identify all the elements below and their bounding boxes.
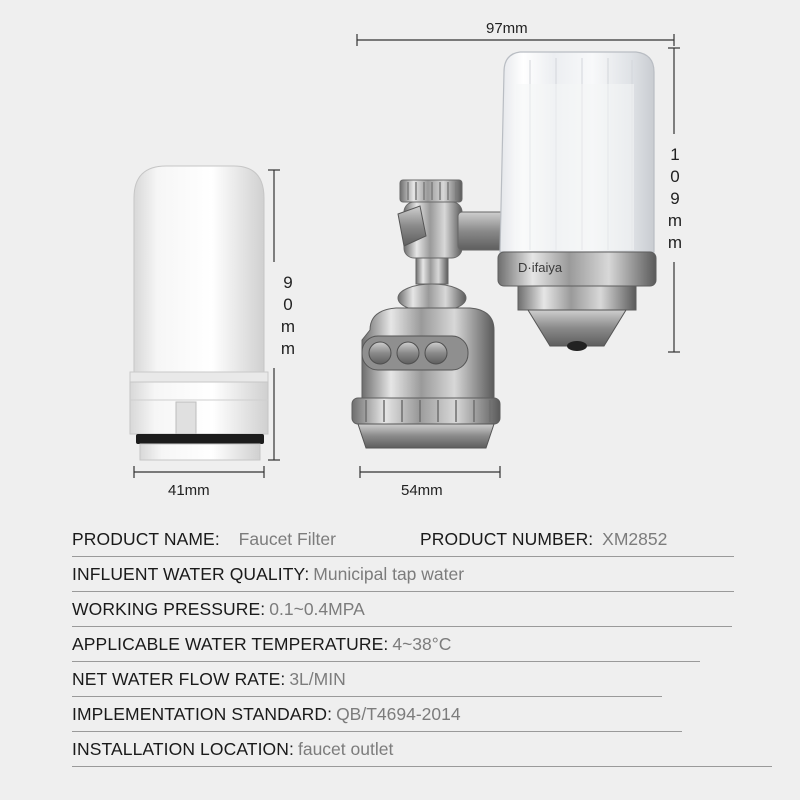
product-name-label: PRODUCT NAME: (72, 529, 220, 549)
installation-value: faucet outlet (297, 739, 394, 759)
flow-value: 3L/MIN (289, 669, 346, 689)
product-number-value: XM2852 (602, 529, 668, 549)
pressure-value: 0.1~0.4MPA (269, 599, 365, 619)
product-name-value: Faucet Filter (238, 529, 336, 549)
filter-cartridge (130, 166, 268, 460)
dimension-54mm: 54mm (401, 482, 443, 499)
spec-row-temperature (72, 627, 772, 662)
temperature-label: APPLICABLE WATER TEMPERATURE: (72, 634, 389, 654)
influent-label: INFLUENT WATER QUALITY: (72, 564, 310, 584)
influent-value: Municipal tap water (313, 564, 465, 584)
brand-mark: D·ifaiya (518, 260, 563, 275)
spec-row-pressure (72, 592, 772, 627)
standard-value: QB/T4694-2014 (336, 704, 461, 724)
spec-row-installation (72, 732, 772, 767)
faucet-filter-assembly (352, 52, 656, 448)
spec-row-flow (72, 662, 772, 697)
spec-row-product (72, 522, 772, 557)
spec-row-influent (72, 557, 772, 592)
dimension-97mm: 97mm (486, 20, 528, 37)
pressure-label: WORKING PRESSURE: (72, 599, 266, 619)
dimension-90mm: 9 0 m m (280, 273, 296, 358)
spec-table (72, 522, 772, 767)
installation-label: INSTALLATION LOCATION: (72, 739, 294, 759)
dimension-109mm: 1 0 9 m m (667, 145, 683, 252)
temperature-value: 4~38°C (392, 634, 452, 654)
product-number (420, 522, 667, 557)
flow-label: NET WATER FLOW RATE: (72, 669, 286, 689)
product-number-label: PRODUCT NUMBER: (420, 529, 594, 549)
standard-label: IMPLEMENTATION STANDARD: (72, 704, 333, 724)
spec-row-standard (72, 697, 772, 732)
dimension-41mm: 41mm (168, 482, 210, 499)
